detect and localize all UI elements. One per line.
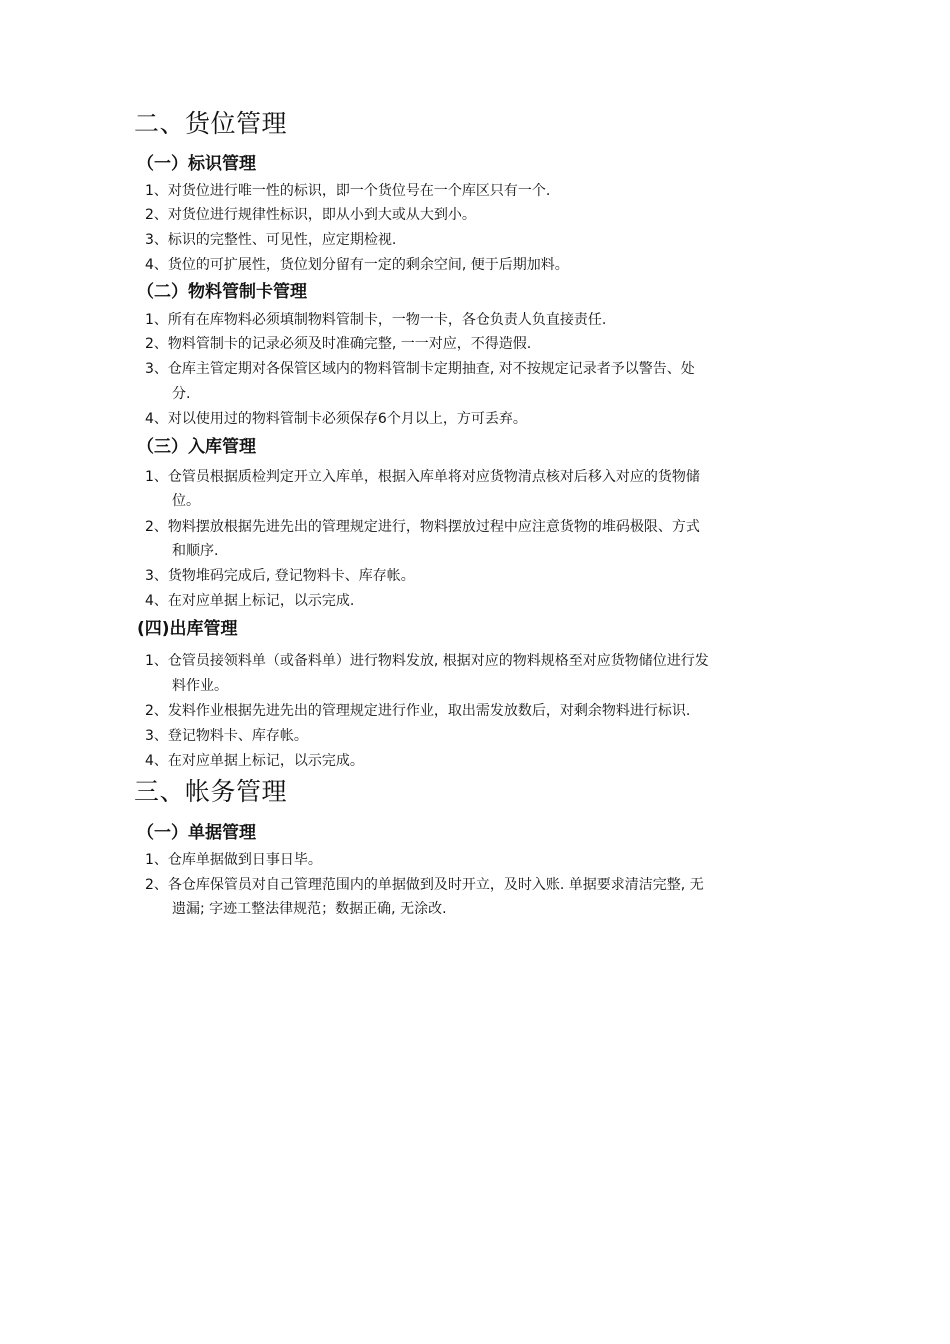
subsection-title: （一）单据管理 (137, 823, 256, 843)
subsection-title: （二）物料管制卡管理 (137, 282, 307, 302)
list-item: 3、登记物料卡、库存帐。 (145, 728, 308, 744)
list-item: 2、物料摆放根据先进先出的管理规定进行，物料摆放过程中应注意货物的堆码极限、方式 (145, 519, 700, 535)
list-item: 2、对货位进行规律性标识，即从小到大或从大到小。 (145, 207, 476, 223)
list-item: 3、仓库主管定期对各保管区域内的物料管制卡定期抽查, 对不按规定记录者予以警告、处 (145, 361, 695, 377)
list-item-continuation: 遗漏; 字迹工整法律规范；数据正确, 无涂改. (172, 901, 447, 917)
list-item: 2、物料管制卡的记录必须及时准确完整, 一一对应，不得造假. (145, 336, 532, 352)
list-item: 1、仓管员根据质检判定开立入库单，根据入库单将对应货物清点核对后移入对应的货物储 (145, 469, 700, 485)
subsection-title: （三）入库管理 (137, 437, 256, 457)
list-item: 4、在对应单据上标记，以示完成。 (145, 753, 364, 769)
list-item-continuation: 和顺序. (172, 543, 219, 559)
list-item: 4、在对应单据上标记，以示完成. (145, 593, 355, 609)
section-title: 三、帐务管理 (134, 777, 288, 806)
list-item: 4、对以使用过的物料管制卡必须保存6个月以上，方可丢弃。 (145, 411, 527, 427)
subsection-title: （一）标识管理 (137, 154, 256, 174)
list-item: 1、所有在库物料必须填制物料管制卡，一物一卡，各仓负责人负直接责任. (145, 312, 607, 328)
list-item-continuation: 位。 (172, 493, 200, 509)
list-item: 1、仓管员接领料单（或备料单）进行物料发放, 根据对应的物料规格至对应货物储位进行发 (145, 653, 709, 669)
list-item: 1、仓库单据做到日事日毕。 (145, 852, 322, 868)
list-item-continuation: 分. (172, 386, 191, 402)
subsection-title: (四)出库管理 (137, 619, 238, 639)
list-item: 3、标识的完整性、可见性，应定期检视. (145, 232, 397, 248)
list-item: 1、对货位进行唯一性的标识，即一个货位号在一个库区只有一个. (145, 183, 551, 199)
list-item: 3、货物堆码完成后, 登记物料卡、库存帐。 (145, 568, 415, 584)
list-item: 4、货位的可扩展性，货位划分留有一定的剩余空间, 便于后期加料。 (145, 257, 569, 273)
list-item: 2、发料作业根据先进先出的管理规定进行作业，取出需发放数后，对剩余物料进行标识. (145, 703, 691, 719)
section-title: 二、货位管理 (134, 109, 288, 138)
list-item: 2、各仓库保管员对自己管理范围内的单据做到及时开立，及时入账. 单据要求清洁完整, 无 (145, 877, 704, 893)
list-item-continuation: 料作业。 (172, 678, 228, 694)
